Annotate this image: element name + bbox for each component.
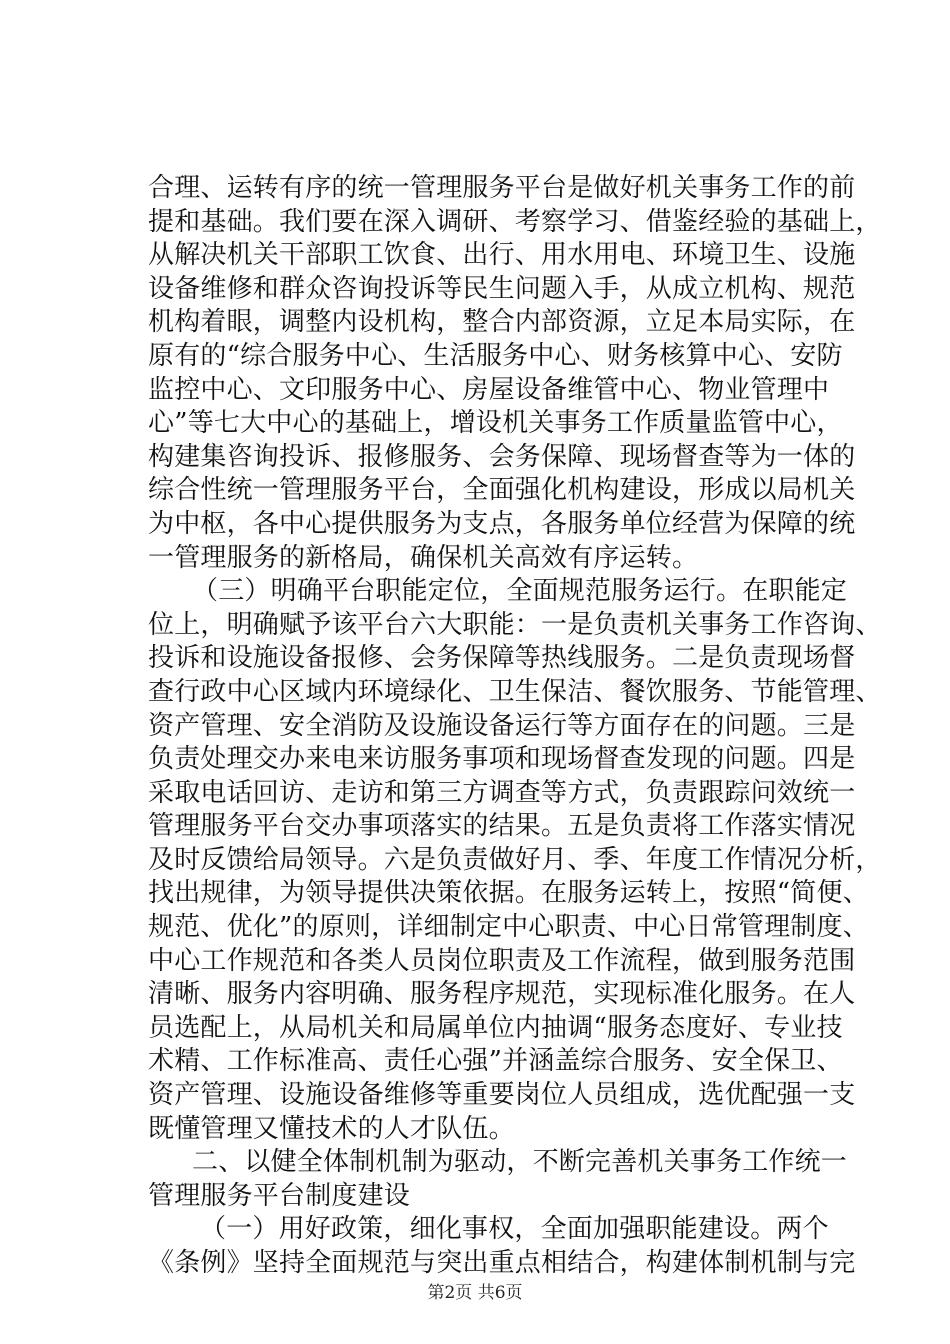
text-line: 投诉和设施设备报修、会务保障等热线服务。二是负责现场督 bbox=[148, 643, 856, 674]
text-line: 查行政中心区域内环境绿化、卫生保洁、餐饮服务、节能管理、 bbox=[148, 676, 882, 707]
text-line: 找出规律，为领导提供决策依据。在服务运转上，按照“简便、 bbox=[148, 878, 869, 909]
text-line: 提和基础。我们要在深入调研、考察学习、借鉴经验的基础上， bbox=[148, 206, 882, 237]
text-line: （一）用好政策，细化事权，全面加强职能建设。两个 bbox=[200, 1214, 829, 1245]
text-line: 管理服务平台交办事项落实的结果。五是负责将工作落实情况 bbox=[148, 811, 856, 842]
text-line: 规范、优化”的原则，详细制定中心职责、中心日常管理制度、 bbox=[148, 912, 869, 943]
text-line: 术精、工作标准高、责任心强”并涵盖综合服务、安全保卫、 bbox=[148, 1046, 843, 1077]
text-line: 资产管理、安全消防及设施设备运行等方面存在的问题。三是 bbox=[148, 710, 856, 741]
text-line: 综合性统一管理服务平台，全面强化机构建设，形成以局机关 bbox=[148, 475, 856, 506]
body-text bbox=[148, 172, 882, 1281]
text-line: 为中枢，各中心提供服务为支点，各服务单位经营为保障的统 bbox=[148, 508, 856, 539]
text-line: 中心工作规范和各类人员岗位职责及工作流程，做到服务范围 bbox=[148, 945, 856, 976]
text-line: （三）明确平台职能定位，全面规范服务运行。在职能定 bbox=[192, 576, 848, 607]
text-line: 监控中心、文印服务中心、房屋设备维管中心、物业管理中 bbox=[148, 374, 830, 405]
text-line: 机构着眼，调整内设机构，整合内部资源，立足本局实际，在 bbox=[148, 307, 856, 338]
text-line: 设备维修和群众咨询投诉等民生问题入手，从成立机构、规范 bbox=[148, 273, 856, 304]
text-line: 心”等七大中心的基础上，增设机关事务工作质量监管中心， bbox=[148, 408, 843, 439]
text-line: 既懂管理又懂技术的人才队伍。 bbox=[148, 1113, 515, 1144]
text-line: 从解决机关干部职工饮食、出行、用水用电、环境卫生、设施 bbox=[148, 240, 856, 271]
text-line: 资产管理、设施设备维修等重要岗位人员组成，选优配强一支 bbox=[148, 1080, 856, 1111]
text-line: 及时反馈给局领导。六是负责做好月、季、年度工作情况分析， bbox=[148, 844, 882, 875]
text-line: 合理、运转有序的统一管理服务平台是做好机关事务工作的前 bbox=[148, 173, 856, 203]
text-line: 员选配上，从局机关和局属单位内抽调“服务态度好、专业技 bbox=[148, 1012, 843, 1043]
text-line: 负责处理交办来电来访服务事项和现场督查发现的问题。四是 bbox=[148, 744, 856, 775]
text-line: 构建集咨询投诉、报修服务、会务保障、现场督查等为一体的 bbox=[148, 441, 856, 472]
text-line: 清晰、服务内容明确、服务程序规范，实现标准化服务。在人 bbox=[148, 979, 856, 1010]
section-heading-line: 二、以健全体制机制为驱动，不断完善机关事务工作统一 bbox=[192, 1147, 848, 1178]
page-footer: 第2页 共6页 bbox=[427, 1283, 523, 1303]
text-line: 原有的“综合服务中心、生活服务中心、财务核算中心、安防 bbox=[148, 340, 843, 371]
text-line: 采取电话回访、走访和第三方调查等方式，负责跟踪问效统一 bbox=[148, 777, 856, 808]
text-line: 《条例》坚持全面规范与突出重点相结合，构建体制机制与完 bbox=[148, 1248, 856, 1278]
text-line: 一管理服务的新格局，确保机关高效有序运转。 bbox=[148, 542, 699, 573]
section-heading-line: 管理服务平台制度建设 bbox=[148, 1180, 411, 1211]
text-line: 位上，明确赋予该平台六大职能：一是负责机关事务工作咨询、 bbox=[148, 609, 882, 640]
